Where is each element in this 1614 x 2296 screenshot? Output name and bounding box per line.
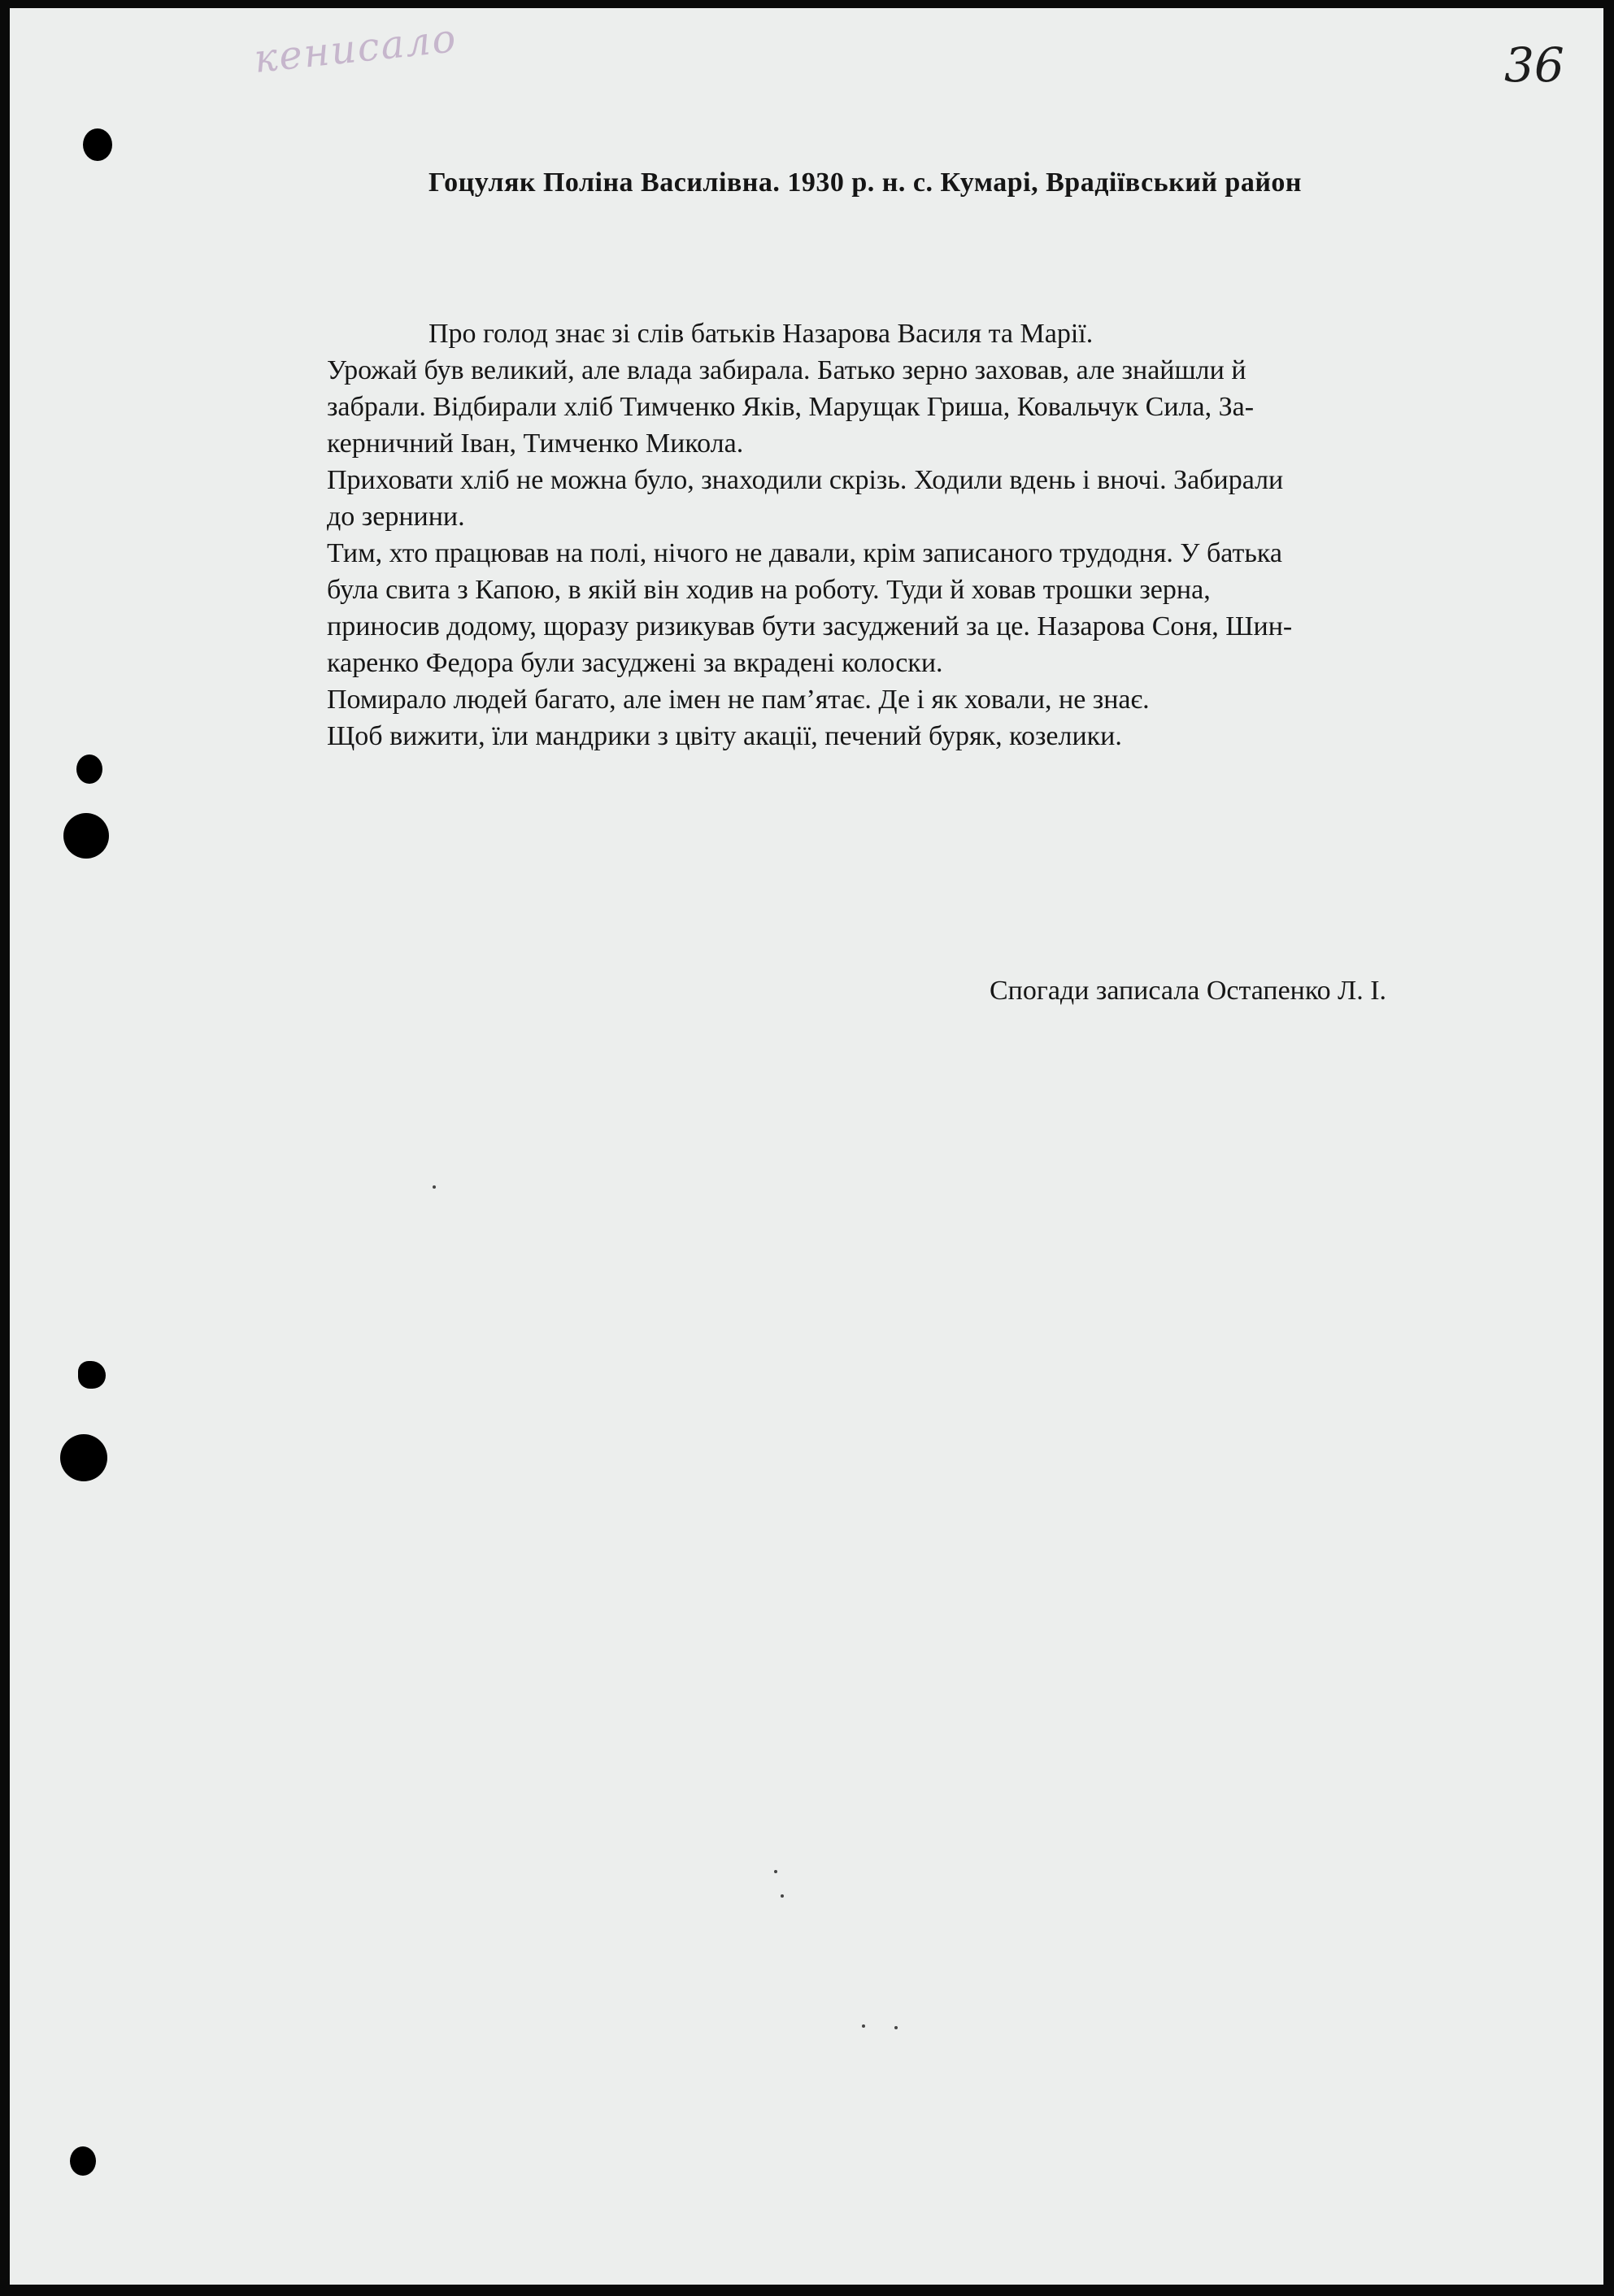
page-number: 36 [1504, 37, 1564, 93]
body-line: до зернини. [327, 502, 465, 532]
punch-hole [70, 2146, 96, 2176]
body-line: керничний Іван, Тимченко Микола. [327, 428, 744, 459]
punch-hole [63, 813, 109, 859]
punch-hole [83, 128, 112, 161]
body-line: Помирало людей багато, але імен не пам’ятає. Де і як ховали, не знає. [327, 685, 1150, 715]
body-line: Про голод знає зі слів батьків Назарова Василя та Марії. [429, 319, 1094, 349]
body-line: Щоб вижити, їли мандрики з цвіту акації, печений буряк, козелики. [327, 721, 1122, 751]
scan-speck [774, 1870, 777, 1873]
body-line: Приховати хліб не можна було, знаходили скрізь. Ходили вдень і вночі. Забирали [327, 465, 1284, 495]
document-body [327, 315, 1498, 754]
scan-speck [433, 1185, 436, 1189]
handwritten-note: кенисало [251, 15, 459, 82]
body-line: була свита з Капою, в якій він ходив на роботу. Туди й ховав трошки зерна, [327, 575, 1211, 605]
scan-speck [781, 1894, 784, 1898]
document-heading: Гоцуляк Поліна Василівна. 1930 р. н. с. Кумарі, Врадіївський район [429, 167, 1303, 198]
body-line: приносив додому, щоразу ризикував бути засуджений за це. Назарова Соня, Шин- [327, 611, 1293, 641]
body-line: каренко Федора були засуджені за вкрадені колоски. [327, 648, 943, 678]
scan-speck [862, 2024, 865, 2028]
document-page [10, 8, 1603, 2285]
body-line: Урожай був великий, але влада забирала. Батько зерно заховав, але знайшли й [327, 355, 1246, 385]
punch-hole [76, 754, 102, 784]
punch-hole [78, 1361, 106, 1389]
punch-hole [60, 1434, 107, 1481]
body-line: забрали. Відбирали хліб Тимченко Яків, Марущак Гриша, Ковальчук Сила, За- [327, 392, 1255, 422]
scan-speck [894, 2026, 898, 2029]
signature-line: Спогади записала Остапенко Л. І. [990, 976, 1387, 1006]
body-line: Тим, хто працював на полі, нічого не давали, крім записаного трудодня. У батька [327, 538, 1282, 568]
